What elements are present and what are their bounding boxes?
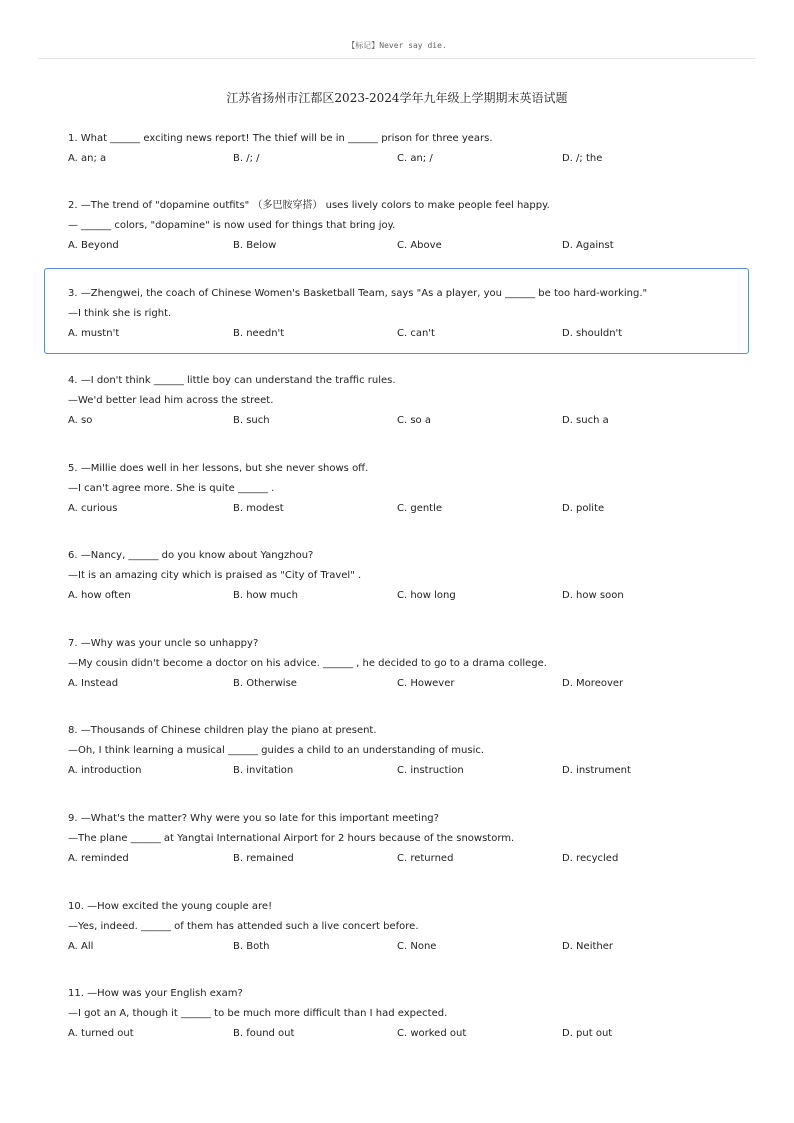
option-d[interactable]: D. Against (562, 240, 614, 251)
option-a[interactable]: A. so (68, 415, 93, 426)
question-response: —Oh, I think learning a musical ______ guides a child to an understanding of music. (68, 745, 485, 756)
question-9 (68, 809, 748, 869)
question-stem: 1. What ______ exciting news report! The thief will be in ______ prison for three years. (68, 133, 493, 144)
question-7 (68, 634, 748, 694)
option-c[interactable]: C. Above (397, 240, 442, 251)
option-a[interactable]: A. introduction (68, 765, 142, 776)
question-options (68, 411, 748, 431)
question-response: —Yes, indeed. ______ of them has attended such a live concert before. (68, 921, 419, 932)
question-stem: 7. —Why was your uncle so unhappy? (68, 638, 259, 649)
option-d[interactable]: D. put out (562, 1028, 613, 1039)
option-c[interactable]: C. worked out (397, 1028, 467, 1039)
option-d[interactable]: D. how soon (562, 590, 624, 601)
question-stem: 5. —Millie does well in her lessons, but she never shows off. (68, 463, 369, 474)
document-title: 江苏省扬州市江都区2023-2024学年九年级上学期期末英语试题 (226, 91, 568, 105)
option-d[interactable]: D. Moreover (562, 678, 624, 689)
question-2 (68, 196, 748, 256)
question-options (68, 1024, 748, 1044)
question-options (68, 236, 748, 256)
option-a[interactable]: A. an; a (68, 153, 107, 164)
question-response: — ______ colors, "dopamine" is now used for things that bring joy. (68, 220, 396, 231)
option-b[interactable]: B. how much (233, 590, 298, 601)
question-response: —The plane ______ at Yangtai International Airport for 2 hours because of the snowstorm. (68, 833, 515, 844)
option-c[interactable]: C. returned (397, 853, 454, 864)
question-response: —We'd better lead him across the street. (68, 395, 274, 406)
question-stem: 10. —How excited the young couple are! (68, 901, 273, 912)
option-b[interactable]: B. invitation (233, 765, 294, 776)
option-d[interactable]: D. instrument (562, 765, 631, 776)
option-a[interactable]: A. mustn't (68, 328, 120, 339)
question-stem: 2. —The trend of "dopamine outfits" （多巴胺穿搭） uses lively colors to make people feel happy. (68, 200, 550, 211)
question-options (68, 761, 748, 781)
question-10 (68, 897, 748, 957)
option-c[interactable]: C. instruction (397, 765, 464, 776)
option-a[interactable]: A. Instead (68, 678, 119, 689)
option-b[interactable]: B. found out (233, 1028, 295, 1039)
question-options (68, 324, 748, 344)
option-c[interactable]: C. However (397, 678, 455, 689)
option-d[interactable]: D. /; the (562, 153, 603, 164)
question-6 (68, 546, 748, 606)
option-a[interactable]: A. how often (68, 590, 131, 601)
option-d[interactable]: D. recycled (562, 853, 619, 864)
question-stem: 9. —What's the matter? Why were you so late for this important meeting? (68, 813, 439, 824)
option-b[interactable]: B. Below (233, 240, 277, 251)
option-d[interactable]: D. shouldn't (562, 328, 623, 339)
option-b[interactable]: B. Otherwise (233, 678, 297, 689)
option-c[interactable]: C. gentle (397, 503, 443, 514)
question-stem: 4. —I don't think ______ little boy can understand the traffic rules. (68, 375, 396, 386)
option-a[interactable]: A. reminded (68, 853, 129, 864)
question-11 (68, 984, 748, 1044)
option-b[interactable]: B. needn't (233, 328, 285, 339)
question-stem: 3. —Zhengwei, the coach of Chinese Women's Basketball Team, says "As a player, you ______ be too hard-working." (68, 288, 648, 299)
option-d[interactable]: D. such a (562, 415, 609, 426)
option-c[interactable]: C. None (397, 941, 437, 952)
question-4 (68, 371, 748, 431)
option-d[interactable]: D. polite (562, 503, 605, 514)
option-c[interactable]: C. an; / (397, 153, 433, 164)
question-options (68, 937, 748, 957)
option-a[interactable]: A. Beyond (68, 240, 119, 251)
option-b[interactable]: B. Both (233, 941, 270, 952)
question-3 (68, 284, 748, 344)
header-note: 【标记】Never say die. (347, 41, 447, 50)
question-options (68, 849, 748, 869)
option-a[interactable]: A. All (68, 941, 94, 952)
question-response: —I can't agree more. She is quite ______ . (68, 483, 275, 494)
question-1 (68, 129, 748, 169)
question-stem: 6. —Nancy, ______ do you know about Yangzhou? (68, 550, 314, 561)
option-a[interactable]: A. curious (68, 503, 118, 514)
question-8 (68, 721, 748, 781)
question-response: —I think she is right. (68, 308, 172, 319)
question-response: —It is an amazing city which is praised as "City of Travel" . (68, 570, 362, 581)
option-a[interactable]: A. turned out (68, 1028, 134, 1039)
question-options (68, 499, 748, 519)
header-divider (38, 58, 756, 59)
question-options (68, 586, 748, 606)
option-b[interactable]: B. remained (233, 853, 294, 864)
option-d[interactable]: D. Neither (562, 941, 613, 952)
option-b[interactable]: B. such (233, 415, 270, 426)
option-c[interactable]: C. how long (397, 590, 456, 601)
question-response: —I got an A, though it ______ to be much more difficult than I had expected. (68, 1008, 448, 1019)
question-options (68, 674, 748, 694)
question-stem: 8. —Thousands of Chinese children play the piano at present. (68, 725, 377, 736)
option-c[interactable]: C. so a (397, 415, 431, 426)
option-c[interactable]: C. can't (397, 328, 435, 339)
question-options (68, 149, 748, 169)
option-b[interactable]: B. /; / (233, 153, 260, 164)
question-response: —My cousin didn't become a doctor on his advice. ______ , he decided to go to a drama college. (68, 658, 547, 669)
question-stem: 11. —How was your English exam? (68, 988, 243, 999)
option-b[interactable]: B. modest (233, 503, 284, 514)
question-5 (68, 459, 748, 519)
